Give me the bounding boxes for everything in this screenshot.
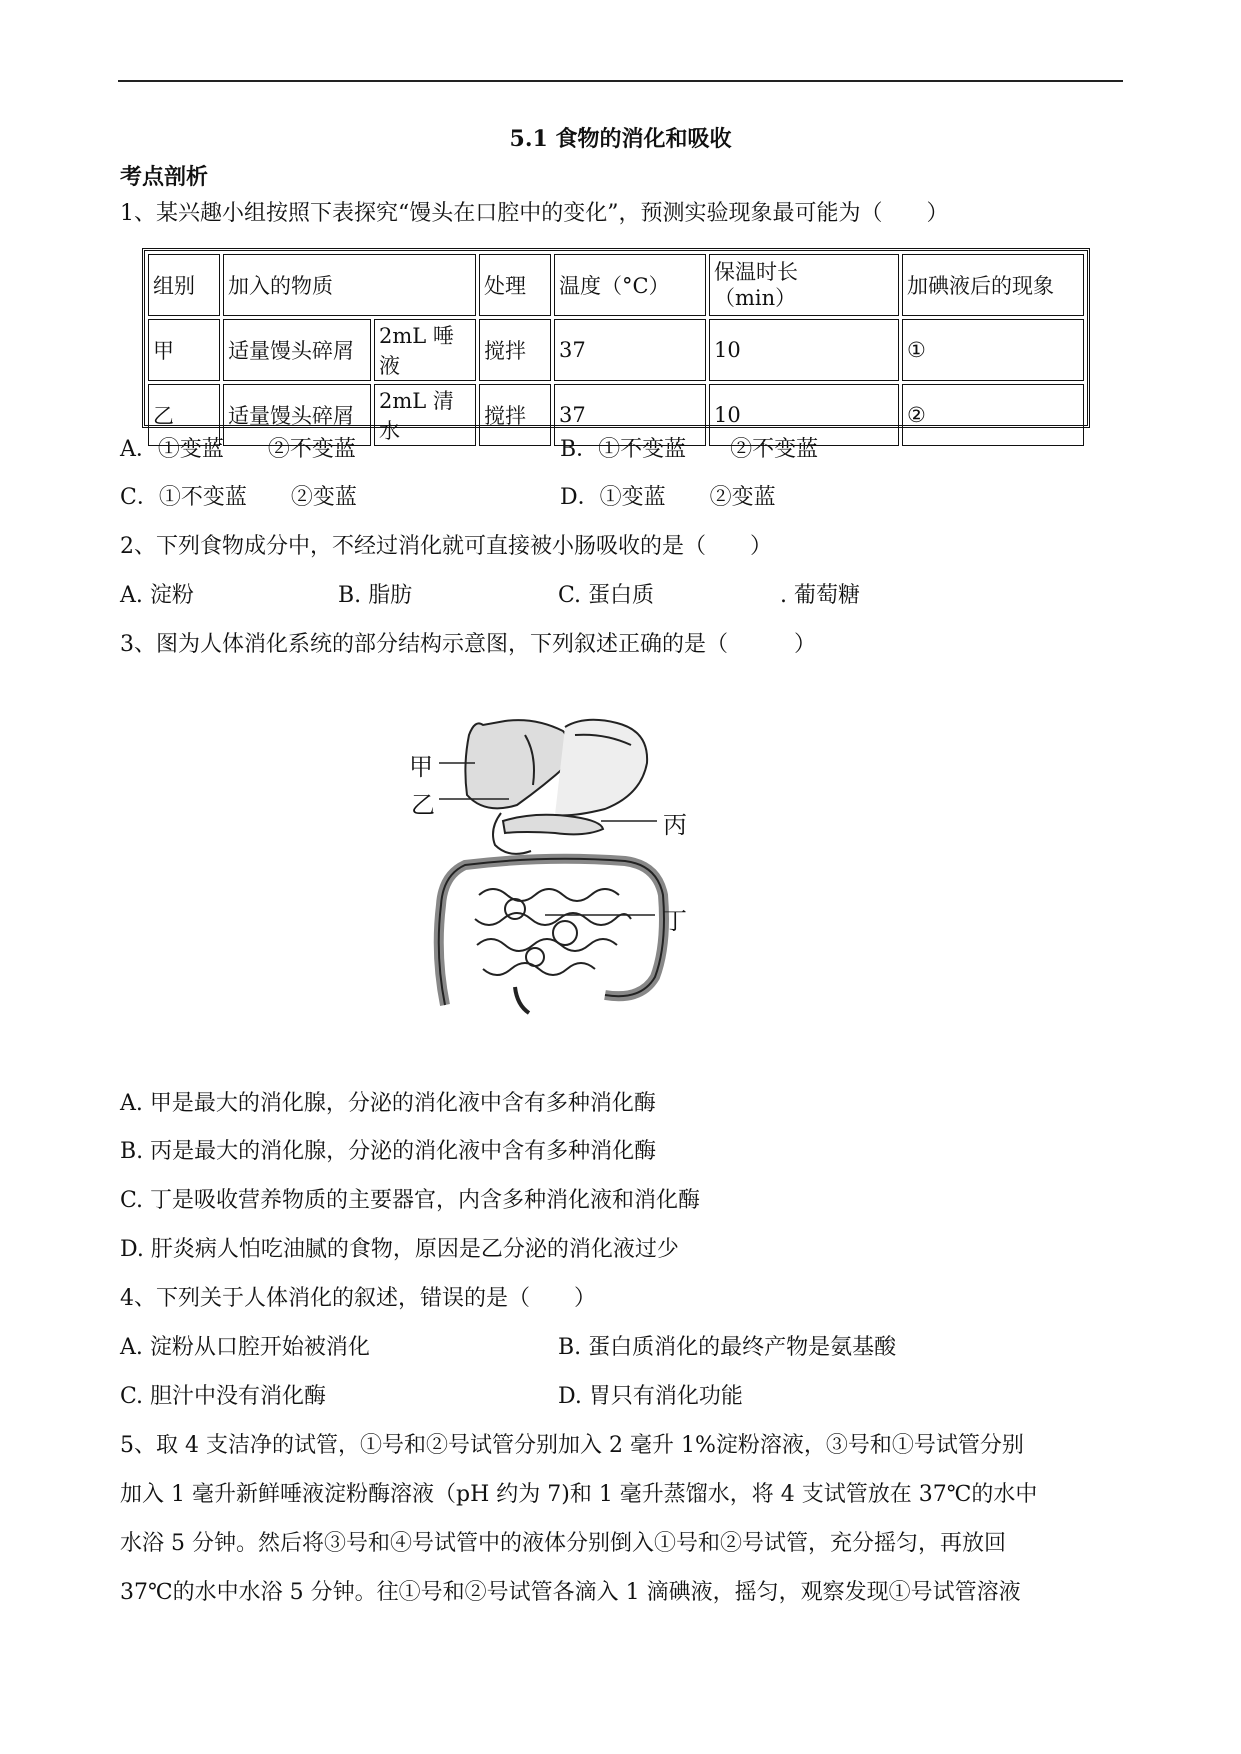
q4-option-b: B. 蛋白质消化的最终产物是氨基酸 xyxy=(558,1335,897,1360)
q1-option-c: C．①不变蓝 ②变蓝 xyxy=(120,485,357,510)
table-cell: 乙 xyxy=(148,384,220,446)
table-row xyxy=(148,319,1084,381)
table-cell: 搅拌 xyxy=(479,384,551,446)
q2-stem: 2、下列食物成分中，不经过消化就可直接被小肠吸收的是（ ） xyxy=(120,534,772,559)
q3-option-d: D. 肝炎病人怕吃油腻的食物，原因是乙分泌的消化液过少 xyxy=(120,1237,679,1262)
table-cell: ① xyxy=(902,319,1084,381)
table-cell: 2mL 唾液 xyxy=(374,319,476,381)
q3-option-a: A. 甲是最大的消化腺，分泌的消化液中含有多种消化酶 xyxy=(120,1091,656,1116)
table-cell: 适量馒头碎屑 xyxy=(223,384,371,446)
figure-label-ding: 丁 xyxy=(663,907,687,935)
table-cell: 2mL 清水 xyxy=(374,384,476,446)
table-cell: 37 xyxy=(554,319,706,381)
q4-option-c: C. 胆汁中没有消化酶 xyxy=(120,1384,327,1409)
digestive-system-drawing xyxy=(405,705,795,1025)
digestive-system-diagram xyxy=(405,705,795,1025)
table-header-cell: 组别 xyxy=(148,254,220,316)
q1-option-a: A．①变蓝 ②不变蓝 xyxy=(120,437,356,462)
q1-stem: 1、某兴趣小组按照下表探究“馒头在口腔中的变化”，预测实验现象最可能为（ ） xyxy=(120,201,949,226)
q2-option-d: . 葡萄糖 xyxy=(780,583,860,608)
table-header-cell: 加碘液后的现象 xyxy=(902,254,1084,316)
header-rule xyxy=(118,80,1123,82)
figure-label-jia: 甲 xyxy=(409,753,433,781)
q5-line: 5、取 4 支洁净的试管，①号和②号试管分别加入 2 毫升 1%淀粉溶液，③号和①号试管分别 xyxy=(120,1433,1024,1458)
q2-option-c: C. 蛋白质 xyxy=(558,583,655,608)
table-cell: ② xyxy=(902,384,1084,446)
table-header-row xyxy=(148,254,1084,316)
q2-option-a: A. 淀粉 xyxy=(120,583,194,608)
table-cell: 10 xyxy=(709,319,899,381)
q3-option-c: C. 丁是吸收营养物质的主要器官，内含多种消化液和消化酶 xyxy=(120,1188,701,1213)
figure-label-yi: 乙 xyxy=(411,791,435,819)
table-header-cell: 处理 xyxy=(479,254,551,316)
table-header-cell: 加入的物质 xyxy=(223,254,476,316)
q5-line: 加入 1 毫升新鲜唾液淀粉酶溶液（pH 约为 7)和 1 毫升蒸馏水，将 4 支试管放在 37℃的水中 xyxy=(120,1482,1038,1507)
table-cell: 10 xyxy=(709,384,899,446)
q5-line: 水浴 5 分钟。然后将③号和④号试管中的液体分别倒入①号和②号试管，充分摇匀，再放回 xyxy=(120,1531,1006,1556)
table-cell: 适量馒头碎屑 xyxy=(223,319,371,381)
page-title: 5.1 食物的消化和吸收 xyxy=(509,126,732,152)
q1-option-b: B．①不变蓝 ②不变蓝 xyxy=(560,437,819,462)
q4-stem: 4、下列关于人体消化的叙述，错误的是（ ） xyxy=(120,1286,596,1311)
section-heading: 考点剖析 xyxy=(120,164,209,190)
q3-stem: 3、图为人体消化系统的部分结构示意图，下列叙述正确的是（ ） xyxy=(120,632,816,657)
figure-label-bing: 丙 xyxy=(663,811,687,839)
q4-option-a: A. 淀粉从口腔开始被消化 xyxy=(120,1335,370,1360)
table-header-cell: 温度（°C） xyxy=(554,254,706,316)
q1-option-d: D．①变蓝 ②变蓝 xyxy=(560,485,776,510)
table-cell: 甲 xyxy=(148,319,220,381)
table-cell: 搅拌 xyxy=(479,319,551,381)
table-cell: 37 xyxy=(554,384,706,446)
experiment-table xyxy=(142,248,1090,443)
q3-option-b: B. 丙是最大的消化腺，分泌的消化液中含有多种消化酶 xyxy=(120,1139,657,1164)
q5-line: 37℃的水中水浴 5 分钟。往①号和②号试管各滴入 1 滴碘液，摇匀，观察发现①号试管溶液 xyxy=(120,1580,1021,1605)
table-header-cell: 保温时长 （min） xyxy=(709,254,899,316)
q4-option-d: D. 胃只有消化功能 xyxy=(558,1384,743,1409)
q2-option-b: B. 脂肪 xyxy=(338,583,413,608)
